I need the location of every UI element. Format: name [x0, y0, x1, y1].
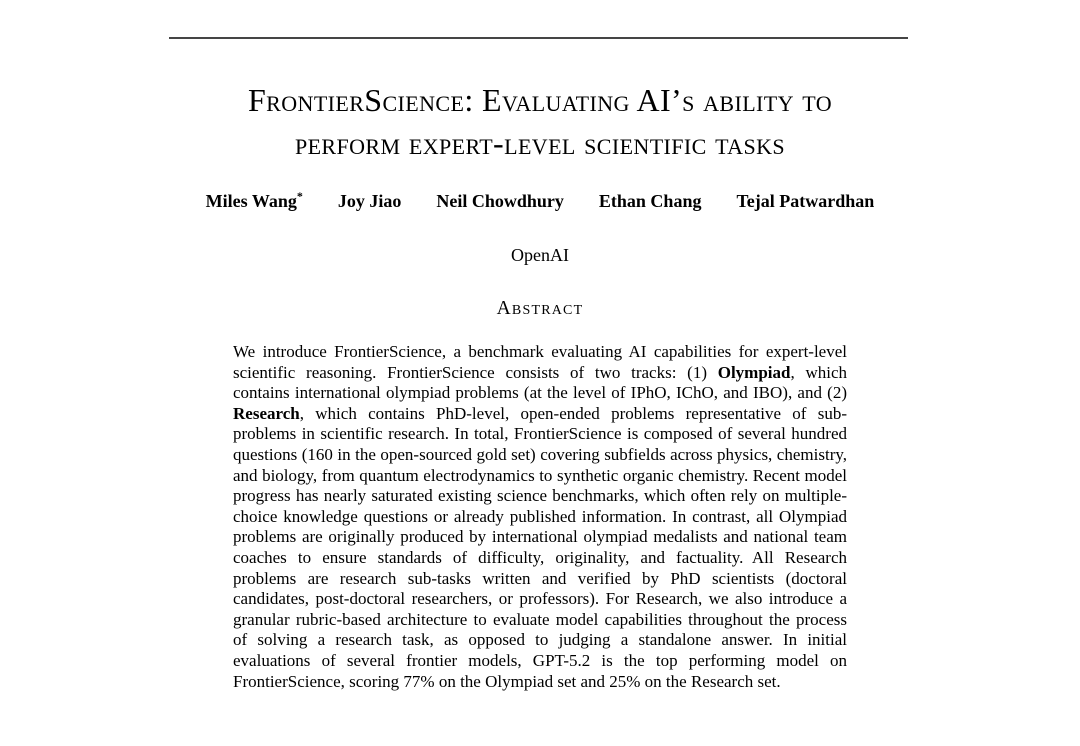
author-name: Neil Chowdhury [436, 191, 564, 211]
abstract-bold-term: Research [233, 403, 300, 423]
author-name: Joy Jiao [337, 191, 402, 211]
paper-title-line-1: FrontierScience: Evaluating AI’s ability to [247, 82, 833, 118]
author-name: Miles Wang* [205, 189, 303, 211]
author-name: Tejal Patwardhan [736, 191, 875, 211]
author-name: Ethan Chang [598, 191, 702, 211]
author-footnote-mark: * [296, 189, 303, 203]
abstract-text-segment: , which contains PhD-level, open-ended problems representative of sub-problems in scientific research. In total, FrontierScience is composed of several hundred questions (160 in the open-sourced gold set) covering subfields across physics, chemistry, and biology, from quantum electrodynamics to synthetic organic chemistry. Recent model progress has nearly saturated existing science benchmarks, which often rely on multiple-choice knowledge questions or already published information. In contrast, all Olympiad problems are originally produced by international olympiad medalists and national team coaches to ensure standards of difficulty, originality, and factuality. All Research problems are research sub-tasks written and verified by PhD scientists (doctoral candidates, post-doctoral researchers, or professors). For Research, we also introduce a granular rubric-based architecture to evaluate model capabilities throughout the process of solving a research task, as opposed to judging a standalone answer. In initial evaluations of several frontier models, GPT-5.2 is the top performing model on FrontierScience, scoring 77% on the Olympiad set and 25% on the Research set. [233, 403, 847, 691]
author-list [0, 191, 1080, 212]
header-rule [169, 37, 908, 39]
abstract-text-segment: We introduce FrontierScience, a benchmark evaluating AI capabilities for expert-level scientific reasoning. FrontierScience consists of two tracks: (1) [233, 342, 847, 382]
abstract-text-segment: , which contains international olympiad problems (at the level of IPhO, IChO, and IBO), and (2) [233, 362, 847, 403]
paper-title [0, 79, 1080, 165]
abstract-text [233, 342, 847, 692]
affiliation: OpenAI [511, 245, 569, 265]
abstract-heading: Abstract [496, 298, 584, 319]
abstract-bold-term: Olympiad [717, 362, 791, 382]
paper-title-line-2: perform expert-level scientific tasks [294, 125, 786, 161]
